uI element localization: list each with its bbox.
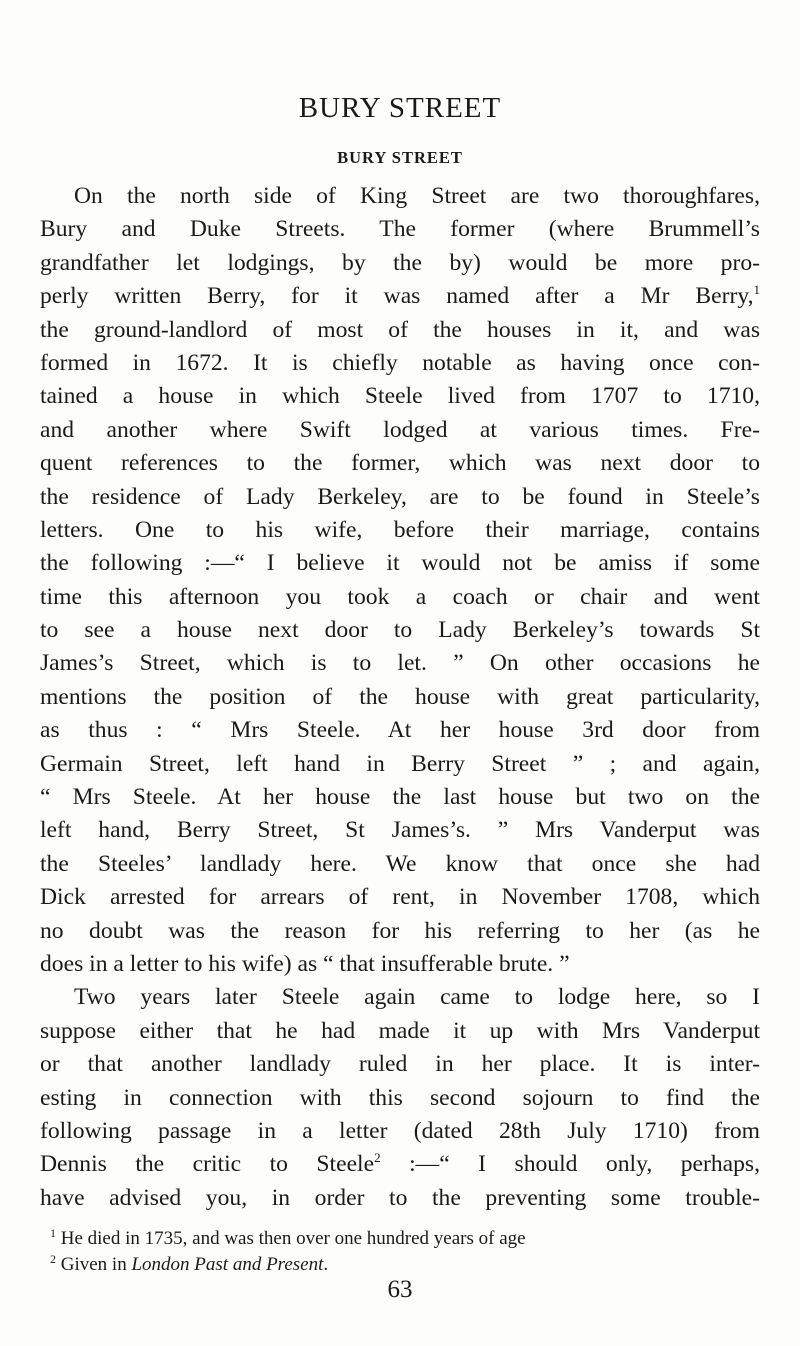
text-line-content: perly written Berry, for it was named after a Mr Berry,	[40, 283, 754, 310]
footnote-ref-2: 2	[374, 1150, 381, 1166]
footnote-1	[40, 1226, 760, 1252]
text-line: the following :—“ I believe it would not be amiss if some	[40, 550, 760, 577]
footnote-mark: 2	[50, 1252, 56, 1266]
footnote-mark: 1	[50, 1226, 56, 1240]
text-line: grandfather let lodgings, by the by) would be more pro-	[40, 249, 760, 276]
footnote-ref-1: 1	[753, 282, 760, 298]
footnotes	[40, 1226, 760, 1278]
text-line: left hand, Berry Street, St James’s. ” Mrs Vanderput was	[40, 817, 760, 844]
footnote-text: He died in 1735, and was then over one hundred years of age	[60, 1228, 526, 1249]
text-line: time this afternoon you took a coach or chair and went	[40, 583, 760, 610]
text-line: Two years later Steele again came to lodge here, so I	[74, 984, 760, 1011]
footnote-title: London Past and Present	[131, 1254, 324, 1275]
footnote-text: Given in	[60, 1254, 132, 1275]
text-line: tained a house in which Steele lived from 1707 to 1710,	[40, 383, 760, 410]
text-line: suppose either that he had made it up with Mrs Vanderput	[40, 1017, 760, 1044]
text-line-content: Dennis the critic to Steele$^2$ :—“ I should only, perhaps,	[40, 1150, 760, 1178]
text-line: and another where Swift lodged at various times. Fre-	[40, 416, 760, 443]
text-line: esting in connection with this second sojourn to find the	[40, 1084, 760, 1111]
text-line: have advised you, in order to the preventing some trouble-	[40, 1184, 760, 1211]
text-line: James’s Street, which is to let. ” On other occasions he	[40, 650, 760, 677]
text-line: the residence of Lady Berkeley, are to be found in Steele’s	[40, 483, 760, 510]
text-line: “ Mrs Steele. At her house the last house but two on the	[40, 784, 760, 811]
text-line: formed in 1672. It is chiefly notable as having once con-	[40, 349, 760, 376]
footnote-text: .	[323, 1254, 329, 1275]
text-line: does in a letter to his wife) as “ that insufferable brute. ”	[40, 950, 570, 977]
text-line: Bury and Duke Streets. The former (where Brummell’s	[40, 216, 760, 243]
text-line: no doubt was the reason for his referring to her (as he	[40, 917, 760, 944]
text-line-with-footnote	[40, 1148, 760, 1181]
running-head: BURY STREET	[298, 92, 502, 124]
text-line: following passage in a letter (dated 28th July 1710) from	[40, 1117, 760, 1144]
text-line: Germain Street, left hand in Berry Street ” ; and again,	[40, 750, 760, 777]
section-title: BURY STREET	[337, 148, 463, 167]
text-line: letters. One to his wife, before their marriage, contains	[40, 516, 760, 543]
text-line: as thus : “ Mrs Steele. At her house 3rd door from	[40, 717, 760, 744]
text-line: to see a house next door to Lady Berkeley’s towards St	[40, 617, 760, 644]
body-text	[40, 180, 760, 1215]
text-line: the Steeles’ landlady here. We know that once she had	[40, 850, 760, 877]
text-line-with-footnote	[40, 280, 760, 313]
text-line: Dick arrested for arrears of rent, in November 1708, which	[40, 884, 760, 911]
text-line: or that another landlady ruled in her place. It is inter-	[40, 1051, 760, 1078]
page-number: 63	[387, 1276, 413, 1303]
text-line: the ground-landlord of most of the houses in it, and was	[40, 316, 760, 343]
text-line: On the north side of King Street are two thoroughfares,	[74, 183, 760, 209]
text-line: mentions the position of the house with great particularity,	[40, 683, 760, 710]
text-line: quent references to the former, which was next door to	[40, 450, 760, 477]
